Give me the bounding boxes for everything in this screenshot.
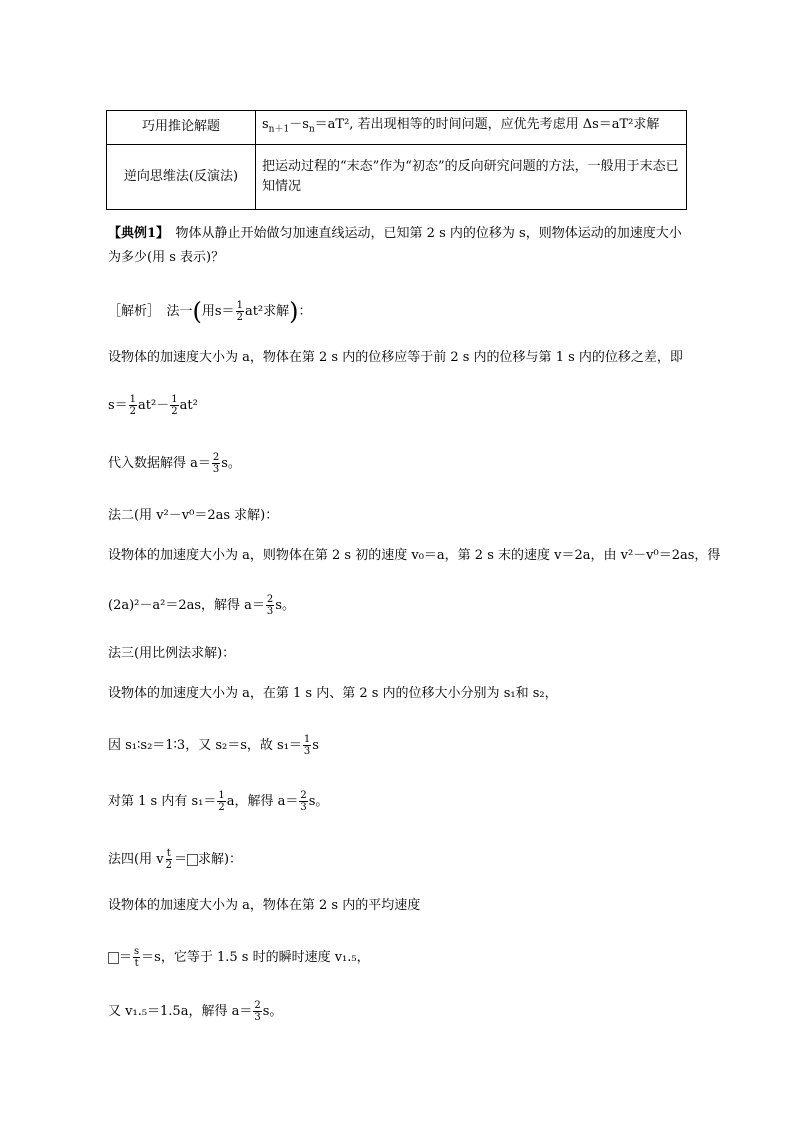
method-desc: $s_{n+1}-s_n=aT^2$, 若出现相等的时间问题，应优先考虑用 Δs＝aT²求解 (256, 111, 687, 145)
method-name: 巧用推论解题 (107, 111, 256, 145)
fraction: $\frac{t}{2}$ (165, 848, 172, 871)
m1-line1: 设物体的加速度大小为 a，物体在第 2 s 内的位移应等于前 2 s 内的位移与第 1 s 内的位移之差，即 (108, 350, 683, 365)
m3-line2: 因 s₁∶s₂＝1∶3，又 s₂＝s，故 s₁＝ $\frac{1}{3}$ s (108, 734, 319, 757)
m2-line1: 设物体的加速度大小为 a，则物体在第 2 s 初的速度 v₀＝a，第 2 s 末的速度 v＝2a，由 v²－v⁰＝2as，得 (108, 548, 721, 563)
m4-line2: ＝ $\frac{s}{t}$ ＝s，它等于 1.5 s 时的瞬时速度 v₁.₅， (108, 946, 370, 969)
fraction: $\frac{2}{3}$ (266, 594, 274, 617)
example-tag: 【典例1】 (108, 226, 163, 241)
method-name: 逆向思维法(反演法) (107, 144, 256, 209)
m2-heading: 法二(用 v²－v⁰＝2as 求解)： (108, 508, 279, 523)
m4-heading: 法四(用 v $\frac{t}{2}$ ＝ 求解)： (108, 848, 243, 871)
m3-line1: 设物体的加速度大小为 a，在第 1 s 内、第 2 s 内的位移大小分别为 s₁和 s₂， (108, 686, 558, 701)
fraction: $\frac{1}{3}$ (303, 734, 311, 757)
fraction: $\frac{1}{2}$ (218, 790, 225, 813)
m3-line3: 对第 1 s 内有 s₁＝ $\frac{1}{2}$ a，解得 a＝ $\frac{2}{3}$ s。 (108, 790, 329, 813)
method-desc: 把运动过程的“末态”作为“初态”的反向研究问题的方法，一般用于末态已知情况 (256, 144, 687, 209)
example-text: 物体从静止开始做匀加速直线运动，已知第 2 s 内的位移为 s，则物体运动的加速度大小为多少(用 s 表示)？ (108, 226, 682, 265)
m2-result: (2a)²－a²＝2as，解得 a＝ $\frac{2}{3}$ s。 (108, 594, 295, 617)
m1-equation: s＝ $\frac{1}{2}$ at²－ $\frac{1}{2}$ at² (108, 394, 198, 417)
fraction: $\frac{2}{3}$ (212, 452, 220, 475)
methods-table (106, 110, 687, 210)
average-velocity-symbol (187, 854, 198, 866)
fraction: $\frac{1}{2}$ (129, 394, 137, 417)
fraction: $\frac{1}{2}$ (236, 300, 243, 323)
example-question (108, 222, 688, 270)
fraction: $\frac{1}{2}$ (171, 394, 178, 417)
m1-result: 代入数据解得 a＝ $\frac{2}{3}$ s。 (108, 452, 241, 475)
table-row (107, 111, 687, 145)
fraction: $\frac{s}{t}$ (134, 946, 140, 969)
table-row (107, 144, 687, 209)
average-velocity-symbol (108, 952, 119, 964)
m4-line1: 设物体的加速度大小为 a，物体在第 2 s 内的平均速度 (108, 898, 421, 913)
fraction: $\frac{2}{3}$ (254, 1000, 261, 1023)
m1-heading: ［解析］ 法一(用s＝ $\frac{1}{2}$ at²求解)： (108, 297, 312, 326)
m3-heading: 法三(用比例法求解)： (108, 646, 236, 661)
fraction: $\frac{2}{3}$ (300, 790, 307, 813)
m4-line3: 又 v₁.₅＝1.5a，解得 a＝ $\frac{2}{3}$ s。 (108, 1000, 283, 1023)
